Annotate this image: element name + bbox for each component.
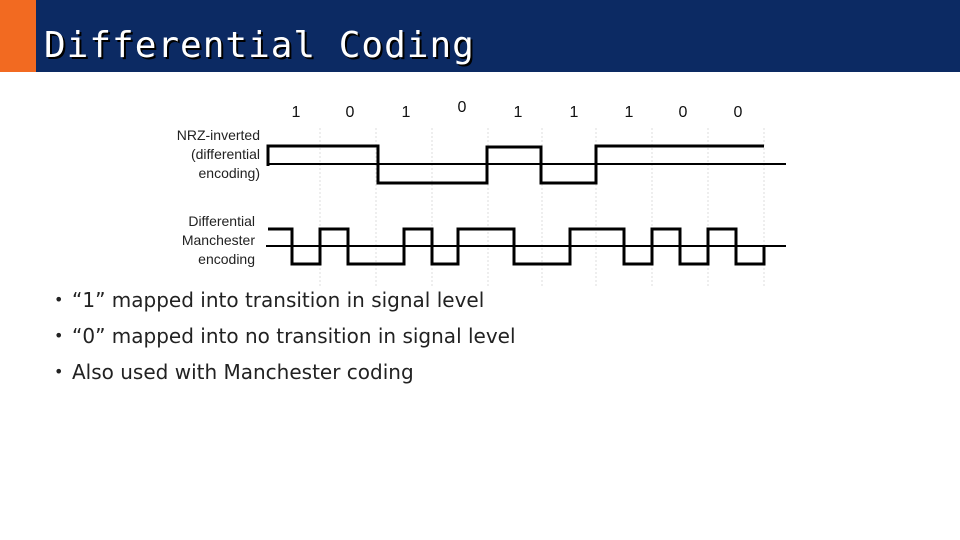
nrz-label-line: encoding) <box>198 165 260 181</box>
bullet-dot-icon: • <box>54 362 64 381</box>
bullet-text: “1” mapped into transition in signal level <box>72 288 485 312</box>
bit-label: 1 <box>513 104 523 121</box>
bit-label: 0 <box>457 99 467 116</box>
nrz-label-line: NRZ-inverted <box>176 127 260 143</box>
manchester-label-line: encoding <box>198 251 255 267</box>
manchester-label-line: Differential <box>188 213 255 229</box>
bit-label: 1 <box>291 104 301 121</box>
bullet-text: “0” mapped into no transition in signal level <box>72 324 516 348</box>
bullet-item <box>54 284 516 320</box>
bullet-dot-icon: • <box>54 326 64 345</box>
bullet-item <box>54 356 516 392</box>
bullet-text: Also used with Manchester coding <box>72 360 414 384</box>
bullet-list <box>54 284 516 392</box>
bit-label: 0 <box>345 104 355 121</box>
bit-label: 1 <box>569 104 579 121</box>
bit-label: 1 <box>624 104 634 121</box>
slide-title: Differential Coding <box>44 25 475 66</box>
manchester-label-line: Manchester <box>181 232 255 248</box>
bullet-item <box>54 320 516 356</box>
nrz-label-line: (differential <box>190 146 260 162</box>
bit-label: 1 <box>401 104 411 121</box>
bit-label: 0 <box>678 104 688 121</box>
bullet-dot-icon: • <box>54 290 64 309</box>
bit-label: 0 <box>733 104 743 121</box>
